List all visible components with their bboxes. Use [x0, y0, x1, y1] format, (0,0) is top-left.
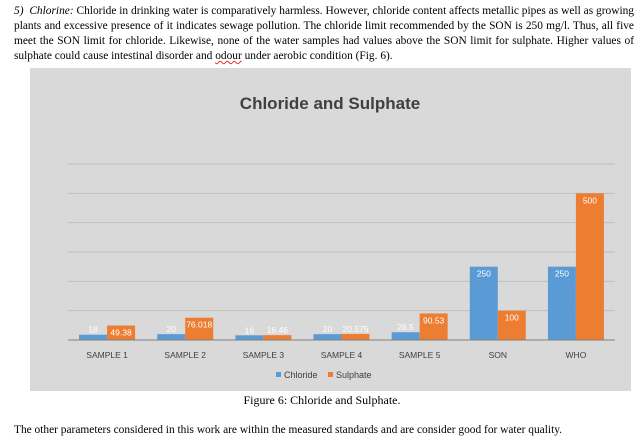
data-label: 18	[88, 324, 98, 335]
data-label: 250	[554, 268, 570, 279]
paragraph-text-1: Chloride in drinking water is comparatively harmless. However, chloride content affects metallic pipes as well as growing plants and excessive presence of it indicates sewage pollution. The chloride limit recommended by the SON is 250 mg/l. Thus, all five meet the SON limit for chloride. Likewise, none of the water samples had values above the SON limit for sulphate. Higher values of sulphate could cause intestinal disorder and	[14, 5, 635, 62]
chloride-bar	[392, 332, 420, 340]
data-label: 76.018	[186, 319, 213, 330]
category-label: SAMPLE 1	[86, 350, 128, 360]
data-label: 500	[582, 195, 598, 206]
sulphate-bar	[576, 193, 604, 340]
data-label: 90.53	[423, 315, 445, 326]
item-number: 5)	[14, 5, 24, 17]
chloride-bar	[235, 335, 263, 340]
spellcheck-flagged-word: odour	[215, 50, 242, 62]
body-paragraph	[14, 4, 634, 64]
figure-caption: Figure 6: Chloride and Sulphate.	[243, 393, 401, 407]
category-label: SON	[488, 350, 507, 360]
paragraph-text-2: under aerobic condition (Fig. 6).	[241, 50, 393, 62]
data-label: 16	[244, 325, 255, 336]
category-label: SAMPLE 3	[242, 350, 285, 360]
data-label: 20	[322, 324, 333, 335]
legend-swatch	[276, 372, 281, 377]
data-label: 16.46	[266, 325, 288, 336]
legend-swatch	[328, 372, 333, 377]
category-label: SAMPLE 2	[164, 350, 207, 360]
chloride-bar	[79, 335, 107, 340]
sulphate-bar	[263, 335, 291, 340]
data-label: 250	[476, 268, 491, 279]
bar-chart	[30, 68, 631, 391]
data-label: 49.38	[110, 327, 132, 338]
legend-label: Sulphate	[336, 370, 372, 380]
closing-paragraph: The other parameters considered in this work are within the measured standards and are consider good for water quality.	[14, 424, 563, 436]
chloride-bar	[157, 334, 185, 340]
data-label: 26.5	[397, 322, 414, 333]
legend-label: Chloride	[284, 370, 318, 380]
sulphate-bar	[342, 334, 370, 340]
chart-title: Chloride and Sulphate	[239, 94, 421, 113]
chloride-bar	[314, 334, 342, 340]
category-label: SAMPLE 5	[398, 350, 441, 360]
data-label: 20.575	[342, 323, 369, 334]
data-label: 20	[166, 324, 176, 335]
item-keyword: Chlorine:	[29, 5, 74, 17]
data-label: 100	[504, 312, 519, 323]
category-label: SAMPLE 4	[320, 350, 363, 360]
chart-container	[30, 68, 631, 391]
category-label: WHO	[565, 350, 587, 360]
